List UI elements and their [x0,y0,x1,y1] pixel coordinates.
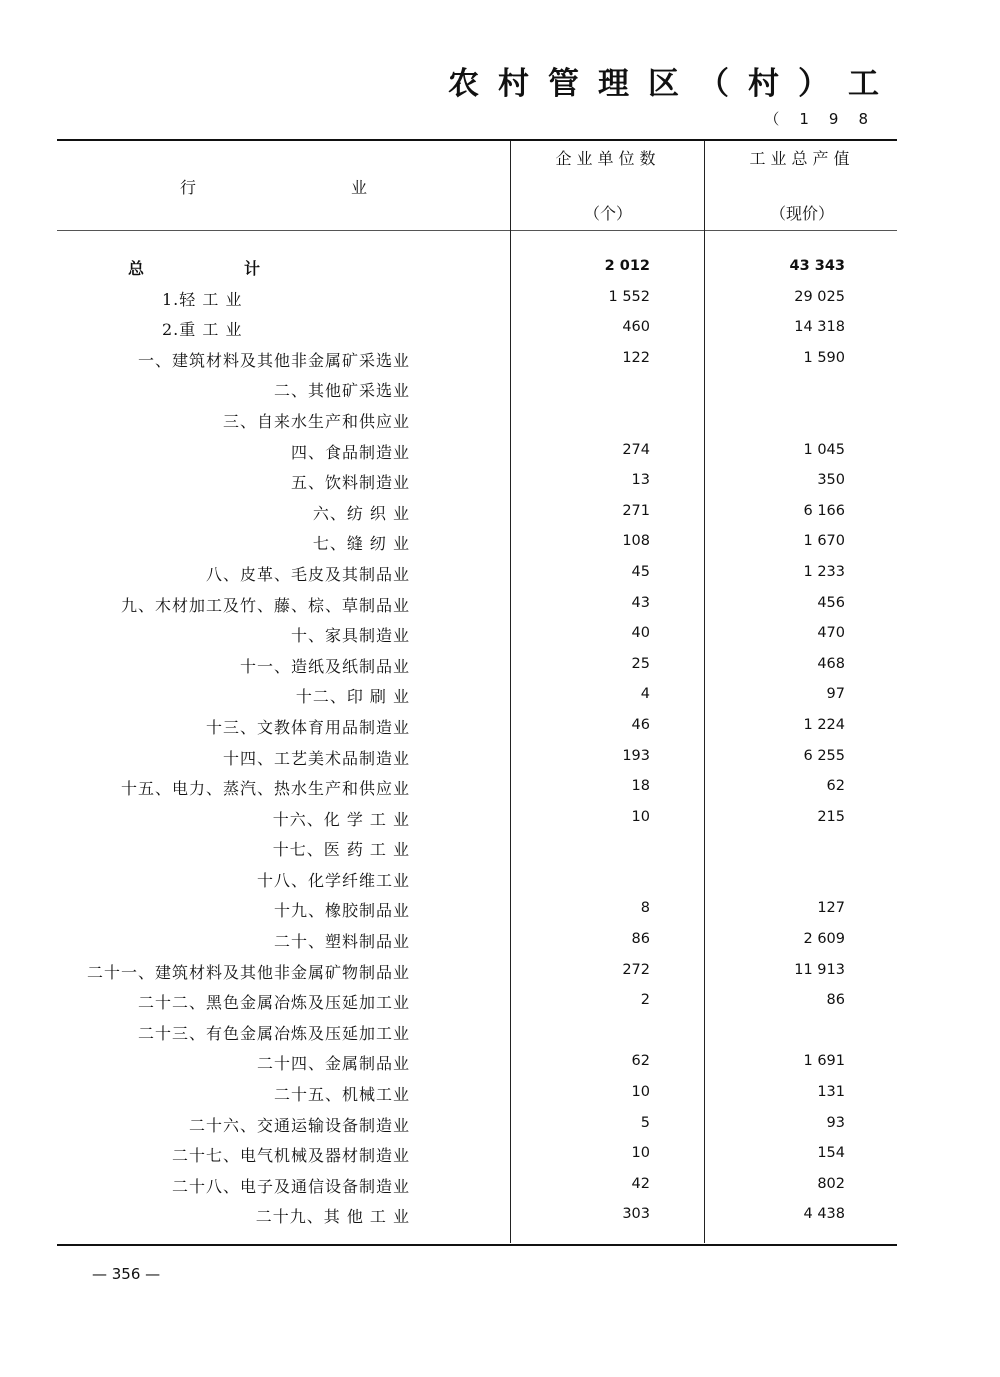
header-gross-output: 工业总产值 [749,149,855,168]
row-label: 二十六、交通运输设备制造业 [188,1115,410,1135]
row-output: 86 [826,992,845,1009]
table-row [0,803,1000,834]
table-row [0,405,1000,436]
table-bottom-rule [57,1244,897,1246]
table-row [0,680,1000,711]
row-output: 6 166 [803,502,845,519]
row-label: 十七、医 药 工 业 [272,840,410,860]
row-output: 1 670 [803,533,845,550]
row-label: 十一、造纸及纸制品业 [239,656,410,676]
row-output: 43 343 [789,258,845,274]
row-output: 802 [817,1175,845,1192]
row-output: 1 691 [803,1053,845,1070]
row-label: 四、食品制造业 [290,442,410,462]
row-units: 2 012 [604,258,650,274]
row-units: 25 [631,655,650,672]
row-label: 二十四、金属制品业 [256,1054,410,1074]
table-row [0,466,1000,497]
row-units: 10 [631,1145,650,1162]
row-label: 十四、工艺美术品制造业 [222,748,410,768]
row-output: 154 [817,1145,845,1162]
row-units: 271 [622,502,650,519]
row-output: 6 255 [803,747,845,764]
table-row [0,650,1000,681]
row-label: 二、其他矿采选业 [273,381,410,401]
table-row [0,436,1000,467]
row-output: 93 [826,1114,845,1131]
page-subtitle-year: （198 [764,110,888,128]
row-label: 二十九、其 他 工 业 [255,1207,410,1227]
row-output: 4 438 [803,1206,845,1223]
row-units: 42 [631,1175,650,1192]
row-units: 13 [631,472,650,489]
row-units: 10 [631,808,650,825]
row-label: 2.重 工 业 [162,320,243,340]
row-units: 108 [622,533,650,550]
row-label: 十九、橡胶制品业 [273,901,410,921]
row-output: 1 224 [803,716,845,733]
row-label: 二十、塑料制品业 [273,932,410,952]
row-units: 122 [622,349,650,366]
table-row [0,894,1000,925]
row-output: 350 [817,472,845,489]
row-label: 十八、化学纤维工业 [256,870,410,890]
row-output: 1 233 [803,563,845,580]
row-output: 2 609 [803,931,845,948]
row-units: 274 [622,441,650,458]
page-title: 农村管理区（村）工 [448,66,898,102]
header-units-count: 企业单位数 [555,149,661,168]
row-output: 470 [817,625,845,642]
row-units: 2 [640,992,650,1009]
row-units: 5 [640,1114,650,1131]
table-row [0,1017,1000,1048]
row-label: 二十二、黑色金属冶炼及压延加工业 [137,993,410,1013]
row-label: 二十三、有色金属冶炼及压延加工业 [137,1023,410,1043]
table-row [0,374,1000,405]
row-units: 193 [622,747,650,764]
table-row [0,619,1000,650]
row-label: 一、建筑材料及其他非金属矿采选业 [137,350,410,370]
row-output: 14 318 [794,319,845,336]
row-units: 62 [631,1053,650,1070]
row-units: 10 [631,1084,650,1101]
row-units: 46 [631,716,650,733]
row-output: 29 025 [794,288,845,305]
table-row [0,1047,1000,1078]
row-label: 七、缝 纫 业 [312,534,410,554]
table-row [0,558,1000,589]
row-output: 11 913 [794,961,845,978]
table-row [0,1109,1000,1140]
table-row [0,283,1000,314]
table-row [0,497,1000,528]
table-row [0,986,1000,1017]
row-units: 4 [640,686,650,703]
table-row [0,925,1000,956]
table-row [0,864,1000,895]
table-top-rule [57,139,897,141]
row-label: 十、家具制造业 [290,626,410,646]
table-row [0,1170,1000,1201]
header-gross-output-unit: （现价） [769,204,834,223]
table-row [0,589,1000,620]
row-label: 六、纺 织 业 [312,503,410,523]
row-units: 460 [622,319,650,336]
table-row [0,833,1000,864]
row-label: 二十七、电气机械及器材制造业 [171,1146,410,1166]
row-units: 303 [622,1206,650,1223]
header-industry: 行业 [180,178,523,197]
table-header-rule [57,230,897,231]
row-output: 456 [817,594,845,611]
row-label: 二十八、电子及通信设备制造业 [171,1176,410,1196]
row-output: 1 590 [803,349,845,366]
row-label: 二十一、建筑材料及其他非金属矿物制品业 [86,962,410,982]
row-output: 62 [826,778,845,795]
row-units: 86 [631,931,650,948]
page-number: — 356 — [92,1265,161,1283]
table-row [0,956,1000,987]
table-row [0,313,1000,344]
row-label: 二十五、机械工业 [273,1085,410,1105]
row-label: 十五、电力、蒸汽、热水生产和供应业 [120,779,410,799]
row-output: 468 [817,655,845,672]
row-output: 215 [817,808,845,825]
row-output: 97 [826,686,845,703]
row-units: 45 [631,563,650,580]
row-label: 九、木材加工及竹、藤、棕、草制品业 [120,595,410,615]
table-row [0,1139,1000,1170]
row-output: 1 045 [803,441,845,458]
table-row [0,711,1000,742]
table-row [0,344,1000,375]
row-label: 十二、印 刷 业 [295,687,410,707]
table-row [0,772,1000,803]
header-units-count-unit: （个） [583,204,632,223]
row-units: 1 552 [608,288,650,305]
row-output: 131 [817,1084,845,1101]
row-units: 8 [640,900,650,917]
row-label: 十三、文教体育用品制造业 [205,717,410,737]
row-units: 40 [631,625,650,642]
table-body [0,252,1000,1231]
row-output: 127 [817,900,845,917]
row-units: 18 [631,778,650,795]
row-label: 总计 [128,259,361,278]
table-row [0,742,1000,773]
table-row [0,1078,1000,1109]
table-row-total [0,252,1000,283]
table-row [0,527,1000,558]
table-row [0,1200,1000,1231]
row-label: 五、饮料制造业 [290,473,410,493]
row-label: 三、自来水生产和供应业 [222,411,410,431]
row-label: 十六、化 学 工 业 [272,809,410,829]
row-label: 八、皮革、毛皮及其制品业 [205,564,410,584]
row-label: 1.轻 工 业 [162,289,243,309]
row-units: 272 [622,961,650,978]
row-units: 43 [631,594,650,611]
